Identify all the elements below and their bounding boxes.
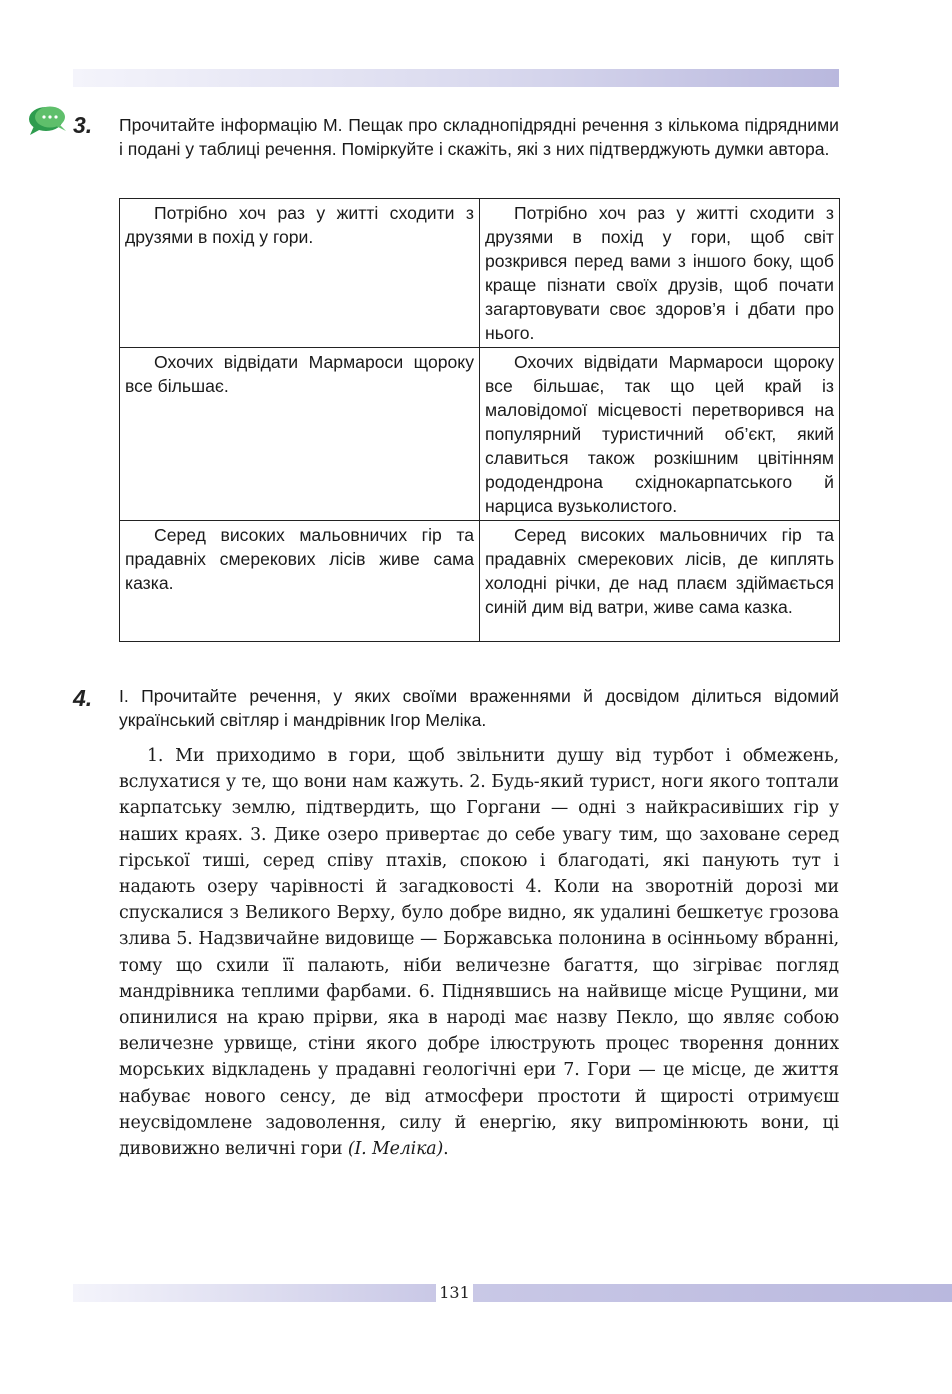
quote-end: . bbox=[443, 1139, 449, 1160]
table-cell-simple: Потрібно хоч раз у житті сходити з друзями в похід у гори. bbox=[120, 199, 480, 348]
chat-bubbles-icon bbox=[26, 104, 70, 138]
table-cell-simple: Охочих відвідати Мармароси щороку все більшає. bbox=[120, 348, 480, 521]
quote-author: (І. Меліка) bbox=[347, 1139, 444, 1160]
table-cell-complex: Серед високих мальовничих гір та прадавніх смерекових лісів, де киплять холодні річки, де над плаєм здіймається синій дим від ватри, живе сама казка. bbox=[480, 521, 840, 642]
table-row bbox=[120, 199, 840, 348]
footer-decorative-bar bbox=[73, 1284, 952, 1302]
footer-bar-left bbox=[73, 1284, 436, 1302]
page-number: 131 bbox=[439, 1283, 470, 1302]
task-4-instruction: І. Прочитайте речення, у яких своїми враженнями й досвідом ділиться відомий український світляр і мандрівник Ігор Меліка. bbox=[119, 686, 839, 730]
table-cell-complex: Охочих відвідати Мармароси щороку все більшає, так що цей край із маловідомої місцевості перетворився на популярний туристичний об’єкт, який славиться також розкішним цвітінням рододендрона східнокарпатського й нарциса вузьколистого. bbox=[480, 348, 840, 521]
quote-passage bbox=[119, 743, 839, 1162]
footer-bar-right bbox=[473, 1284, 952, 1302]
sentences-table bbox=[119, 198, 840, 642]
table-cell-complex: Потрібно хоч раз у житті сходити з друзями в похід у гори, щоб світ розкрився перед вами з іншого боку, щоб краще пізнати своїх друзів, щоб почати загартовувати своє здоров’я і дбати про нього. bbox=[480, 199, 840, 348]
table-row bbox=[120, 348, 840, 521]
task-3-number: 3. bbox=[73, 112, 93, 138]
task-3-instruction: Прочитайте інформацію М. Пещак про складнопідрядні речення з кількома підрядними і подані у таблиці речення. Поміркуйте і скажіть, які з них підтверджують думки автора. bbox=[119, 115, 839, 159]
table-cell-simple: Серед високих мальовничих гір та прадавніх смерекових лісів живе сама казка. bbox=[120, 521, 480, 642]
quote-text: 1. Ми приходимо в гори, щоб звільнити душу від турбот і обмежень, вслухатися у те, що вони нам кажуть. 2. Будь-який турист, ноги якого топтали карпатську землю, підтвердить, що Горгани — одні з найкрасивіших гір у наших краях. 3. Дике озеро привертає до себе увагу тим, що заховане серед гірської тиші, серед співу птахів, спокою і благодаті, які панують тут і надають озеру чарівності й загадковості 4. Коли на зворотній дорозі ми спускалися з Великого Верху, було добре видно, як удалині бешкетує грозова злива 5. Надзвичайне видовище — Боржавська полонина в осінньому вбранні, тому що схили її палають, ніби величезне багаття, що зігріває погляд мандрівника теплими фарбами. 6. Піднявшись на найвище місце Рущини, ми опинилися на краю прірви, яка в народі має назву Пекло, що являє собою величезне урвище, стіни якого добре ілюструють процес творення донних морських відкладень у прадавні геологічні ери 7. Гори — це місце, де життя набуває нового сенсу, де від атмосфери простоти й щирості отримуєш неусвідомлене задоволення, силу й енергію, яку випромінюють вони, ці дивовижно величні гори bbox=[119, 746, 839, 1160]
header-decorative-bar bbox=[73, 69, 839, 87]
table-row bbox=[120, 521, 840, 642]
task-4-number: 4. bbox=[73, 685, 93, 711]
